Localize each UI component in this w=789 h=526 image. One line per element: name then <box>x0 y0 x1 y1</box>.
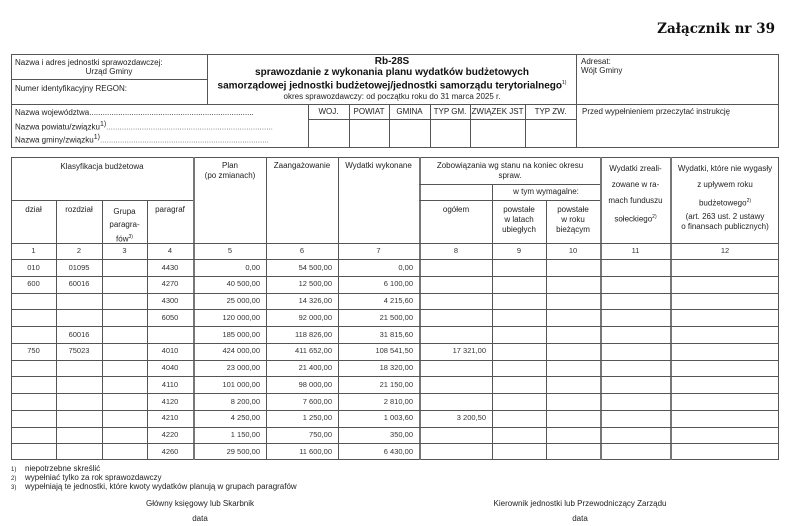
cell-wykonane[interactable]: 0,00 <box>398 262 413 272</box>
cell-zaangazowanie[interactable]: 98 000,00 <box>298 379 332 389</box>
cell-ogolem[interactable] <box>420 293 492 309</box>
cell-grupa[interactable] <box>102 427 147 443</box>
region-code-typ-gm: TYP GM. <box>433 107 467 116</box>
col-header-classification: Klasyfikacja budżetowa <box>60 162 144 171</box>
cell-zaangazowanie[interactable]: 411 652,00 <box>295 346 332 356</box>
cell-rozdzial[interactable] <box>56 377 102 393</box>
unit-name-label: Nazwa i adres jednostki sprawozdawczej: <box>15 58 163 67</box>
cell-ogolem[interactable] <box>420 327 492 343</box>
form-title-line2: samorządowej jednostki budżetowej/jednostki samorządu terytorialnego$^{1)}$ <box>217 80 567 92</box>
cell-zaangazowanie[interactable]: 7 600,00 <box>302 396 332 406</box>
column-number: 1 <box>31 246 36 255</box>
col-header-w-tym-wymagalne: w tym wymagalne: <box>513 187 579 196</box>
cell-niewygasle[interactable] <box>671 360 779 376</box>
col-header-niewygasle: Wydatki, które nie wygasły z upływem roku budżetowego$^{2)}$ (art. 263 ust. 2 ustawy o finansach publicznych) <box>677 164 773 231</box>
voivodeship-field[interactable]: Nazwa województwa.......................................................................... <box>15 108 254 117</box>
cell-rok[interactable] <box>546 293 600 309</box>
cell-lata[interactable] <box>492 343 546 359</box>
annex-label: Załącznik nr 39 <box>657 21 775 37</box>
col-header-powstale-rok: powstałe w roku bieżącym <box>556 205 590 234</box>
unit-name-value: Urząd Gminy <box>85 67 133 76</box>
col-header-fundusz-solecki: Wydatki zreali- zowane w ra- mach funduszu sołeckiego$^{2)}$ <box>608 164 663 224</box>
cell-grupa[interactable] <box>102 394 147 410</box>
column-number: 3 <box>122 246 127 255</box>
cell-zaangazowanie[interactable]: 14 326,00 <box>298 296 332 305</box>
cell-solecki[interactable] <box>601 310 670 326</box>
cell-grupa[interactable] <box>102 444 147 460</box>
signature-unit-head: Kierownik jednostki lub Przewodniczący Zarządu <box>493 499 667 508</box>
region-code-gmina: GMINA <box>396 107 423 116</box>
cell-solecki[interactable] <box>601 360 670 376</box>
cell-dzial[interactable] <box>11 394 56 410</box>
col-header-dzial: dział <box>25 205 42 214</box>
form-code: Rb-28S <box>374 56 410 67</box>
regon-label: Numer identyfikacyjny REGON: <box>15 84 128 93</box>
cell-wykonane[interactable]: 108 541,50 <box>375 346 413 356</box>
cell-solecki[interactable] <box>601 394 670 410</box>
cell-paragraf[interactable] <box>147 327 193 343</box>
reporting-period: okres sprawozdawczy: od początku roku do 31 marca 2025 r. <box>283 92 501 101</box>
cell-ogolem[interactable] <box>420 427 492 443</box>
cell-wykonane[interactable]: 31 815,60 <box>379 329 413 339</box>
cell-lata[interactable] <box>492 394 546 410</box>
cell-grupa[interactable] <box>102 410 147 426</box>
cell-niewygasle[interactable] <box>671 343 779 359</box>
cell-lata[interactable] <box>492 260 546 276</box>
cell-paragraf[interactable]: 4120 <box>161 396 179 406</box>
cell-solecki[interactable] <box>601 410 670 426</box>
cell-paragraf[interactable]: 4220 <box>161 430 179 439</box>
cell-lata[interactable] <box>492 360 546 376</box>
cell-wykonane[interactable]: 4 215,60 <box>383 296 413 305</box>
cell-solecki[interactable] <box>601 293 670 309</box>
cell-plan[interactable]: 4 250,00 <box>230 413 260 423</box>
cell-rozdzial[interactable] <box>56 360 102 376</box>
cell-rok[interactable] <box>546 260 600 276</box>
cell-solecki[interactable] <box>601 327 670 343</box>
cell-rok[interactable] <box>546 310 600 326</box>
cell-grupa[interactable] <box>102 360 147 376</box>
cell-rozdzial[interactable]: 60016 <box>68 279 90 289</box>
col-header-plan: Plan (po zmianach) <box>204 161 256 180</box>
cell-wykonane[interactable]: 350,00 <box>390 430 413 439</box>
cell-grupa[interactable] <box>102 293 147 309</box>
footnote-1: 1) niepotrzebne skreślić <box>11 464 101 473</box>
cell-paragraf[interactable]: 4260 <box>161 446 179 456</box>
cell-plan[interactable]: 8 200,00 <box>230 396 260 406</box>
cell-dzial[interactable] <box>11 410 56 426</box>
cell-rok[interactable] <box>546 327 600 343</box>
cell-wykonane[interactable]: 1 003,60 <box>383 413 413 423</box>
cell-zaangazowanie[interactable]: 118 826,00 <box>295 329 332 339</box>
cell-grupa[interactable] <box>102 343 147 359</box>
cell-paragraf[interactable]: 4040 <box>161 363 179 372</box>
col-header-paragraf: paragraf <box>155 205 185 214</box>
cell-lata[interactable] <box>492 327 546 343</box>
cell-niewygasle[interactable] <box>671 410 779 426</box>
cell-solecki[interactable] <box>601 343 670 359</box>
cell-lata[interactable] <box>492 444 546 460</box>
cell-lata[interactable] <box>492 276 546 292</box>
cell-zaangazowanie[interactable]: 92 000,00 <box>298 312 332 322</box>
footnote-2: 2) wypełniać tylko za rok sprawozdawczy <box>11 473 162 482</box>
cell-solecki[interactable] <box>601 377 670 393</box>
cell-wykonane[interactable]: 21 150,00 <box>379 379 413 389</box>
cell-plan[interactable]: 1 150,00 <box>230 430 260 439</box>
cell-paragraf[interactable]: 4430 <box>161 262 179 272</box>
cell-dzial[interactable] <box>11 360 56 376</box>
column-number: 8 <box>453 246 459 255</box>
cell-dzial[interactable]: 600 <box>27 279 40 289</box>
cell-rok[interactable] <box>546 444 600 460</box>
cell-plan[interactable]: 0,00 <box>245 262 260 272</box>
region-code-woj: WOJ. <box>318 107 339 116</box>
cell-paragraf[interactable]: 4270 <box>161 279 179 289</box>
col-header-rozdzial: rozdział <box>65 205 93 214</box>
cell-ogolem[interactable] <box>420 394 492 410</box>
cell-rok[interactable] <box>546 427 600 443</box>
column-number: 12 <box>720 246 730 255</box>
region-code-zwiazek-jst: ZWIĄZEK JST <box>471 107 524 116</box>
col-header-grupa: Grupa paragra- fów$^{3)}$ <box>109 207 140 244</box>
region-code-typ-zw: TYP ZW. <box>534 107 567 116</box>
cell-niewygasle[interactable] <box>671 394 779 410</box>
col-header-powstale-lata: powstałe w latach ubiegłych <box>502 205 536 234</box>
cell-plan[interactable]: 101 000,00 <box>222 379 260 389</box>
col-header-wydatki-wykonane: Wydatki wykonane <box>345 161 412 170</box>
cell-rozdzial[interactable]: 75023 <box>68 346 90 356</box>
cell-solecki[interactable] <box>601 444 670 460</box>
cell-plan[interactable]: 185 000,00 <box>222 329 260 339</box>
cell-paragraf[interactable]: 4210 <box>161 413 179 423</box>
cell-zaangazowanie[interactable]: 21 400,00 <box>298 363 332 372</box>
cell-rozdzial[interactable] <box>56 293 102 309</box>
cell-grupa[interactable] <box>102 377 147 393</box>
cell-wykonane[interactable]: 21 500,00 <box>379 312 413 322</box>
cell-rok[interactable] <box>546 394 600 410</box>
cell-ogolem[interactable]: 3 200,50 <box>456 413 486 423</box>
cell-dzial[interactable] <box>11 377 56 393</box>
cell-niewygasle[interactable] <box>671 427 779 443</box>
cell-rok[interactable] <box>546 276 600 292</box>
cell-niewygasle[interactable] <box>671 310 779 326</box>
cell-lata[interactable] <box>492 410 546 426</box>
cell-lata[interactable] <box>492 427 546 443</box>
signature-right-date: data <box>572 514 588 523</box>
cell-paragraf[interactable]: 4300 <box>161 296 179 305</box>
cell-dzial[interactable] <box>11 444 56 460</box>
column-number: 11 <box>631 246 640 255</box>
cell-ogolem[interactable] <box>420 377 492 393</box>
cell-ogolem[interactable] <box>420 444 492 460</box>
region-code-powiat: POWIAT <box>353 107 385 116</box>
cell-wykonane[interactable]: 2 810,00 <box>383 396 413 406</box>
cell-rozdzial[interactable] <box>56 410 102 426</box>
cell-grupa[interactable] <box>102 310 147 326</box>
cell-paragraf[interactable]: 6050 <box>161 312 179 322</box>
instruction-note: Przed wypełnieniem przeczytać instrukcję <box>582 107 731 116</box>
signature-left-date: data <box>192 514 208 523</box>
cell-dzial[interactable] <box>11 327 56 343</box>
signature-chief-accountant: Główny księgowy lub Skarbnik <box>145 499 255 508</box>
cell-niewygasle[interactable] <box>671 293 779 309</box>
cell-zaangazowanie[interactable]: 750,00 <box>309 430 332 439</box>
cell-rozdzial[interactable] <box>56 310 102 326</box>
cell-ogolem[interactable] <box>420 260 492 276</box>
cell-ogolem[interactable] <box>420 360 492 376</box>
cell-zaangazowanie[interactable]: 54 500,00 <box>298 262 332 272</box>
cell-niewygasle[interactable] <box>671 327 779 343</box>
cell-rozdzial[interactable] <box>56 427 102 443</box>
cell-grupa[interactable] <box>102 260 147 276</box>
form-title-line1: sprawozdanie z wykonania planu wydatków budżetowych <box>255 67 529 78</box>
cell-dzial[interactable] <box>11 293 56 309</box>
addressee-value: Wójt Gminy <box>581 66 623 75</box>
cell-rok[interactable] <box>546 360 600 376</box>
cell-solecki[interactable] <box>601 427 670 443</box>
cell-dzial[interactable]: 750 <box>27 346 40 356</box>
cell-plan[interactable]: 25 000,00 <box>226 296 260 305</box>
column-number: 5 <box>227 246 233 255</box>
cell-grupa[interactable] <box>102 276 147 292</box>
cell-ogolem[interactable]: 17 321,00 <box>452 346 486 356</box>
cell-solecki[interactable] <box>601 276 670 292</box>
cell-niewygasle[interactable] <box>671 260 779 276</box>
cell-grupa[interactable] <box>102 327 147 343</box>
cell-niewygasle[interactable] <box>671 276 779 292</box>
cell-lata[interactable] <box>492 377 546 393</box>
cell-plan[interactable]: 424 000,00 <box>222 346 260 356</box>
cell-niewygasle[interactable] <box>671 377 779 393</box>
cell-rozdzial[interactable]: 60016 <box>68 329 90 339</box>
cell-zaangazowanie[interactable]: 11 600,00 <box>299 446 332 456</box>
cell-rok[interactable] <box>546 410 600 426</box>
cell-ogolem[interactable] <box>420 310 492 326</box>
cell-plan[interactable]: 23 000,00 <box>226 363 260 372</box>
commune-field[interactable]: Nazwa gminy/związku1)............................................................................ <box>15 134 269 145</box>
cell-solecki[interactable] <box>601 260 670 276</box>
column-number: 4 <box>167 246 173 255</box>
cell-wykonane[interactable]: 18 320,00 <box>379 363 413 372</box>
column-number: 9 <box>516 246 522 255</box>
cell-paragraf[interactable]: 4110 <box>161 379 179 389</box>
cell-zaangazowanie[interactable]: 12 500,00 <box>298 279 332 289</box>
column-number: 7 <box>376 246 381 255</box>
cell-rok[interactable] <box>546 343 600 359</box>
column-number: 10 <box>568 246 578 255</box>
footnote-3: 3) wypełniają te jednostki, które kwoty wydatków planują w grupach paragrafów <box>11 482 297 491</box>
cell-rozdzial[interactable] <box>56 444 102 460</box>
col-header-ogolem: ogółem <box>442 205 470 214</box>
cell-zaangazowanie[interactable]: 1 250,00 <box>302 413 332 423</box>
cell-rozdzial[interactable] <box>56 394 102 410</box>
cell-dzial[interactable] <box>11 310 56 326</box>
column-number: 6 <box>299 246 305 255</box>
cell-wykonane[interactable]: 6 100,00 <box>383 279 413 289</box>
cell-lata[interactable] <box>492 310 546 326</box>
cell-rozdzial[interactable]: 01095 <box>68 262 90 272</box>
cell-rok[interactable] <box>546 377 600 393</box>
addressee-label: Adresat: <box>581 57 611 66</box>
cell-dzial[interactable]: 010 <box>27 262 40 272</box>
col-header-zobowiazania: Zobowiązania wg stanu na koniec okresu spraw. <box>436 161 584 180</box>
column-number: 2 <box>76 246 82 255</box>
cell-plan[interactable]: 120 000,00 <box>222 312 260 322</box>
col-header-zaangazowanie: Zaangażowanie <box>273 161 331 170</box>
cell-niewygasle[interactable] <box>671 444 779 460</box>
cell-wykonane[interactable]: 6 430,00 <box>383 446 413 456</box>
cell-plan[interactable]: 29 500,00 <box>226 446 260 456</box>
cell-lata[interactable] <box>492 293 546 309</box>
cell-ogolem[interactable] <box>420 276 492 292</box>
cell-paragraf[interactable]: 4010 <box>161 346 179 356</box>
county-field[interactable]: Nazwa powiatu/związku1)........................................................................... <box>15 121 273 132</box>
cell-plan[interactable]: 40 500,00 <box>226 279 260 289</box>
cell-dzial[interactable] <box>11 427 56 443</box>
